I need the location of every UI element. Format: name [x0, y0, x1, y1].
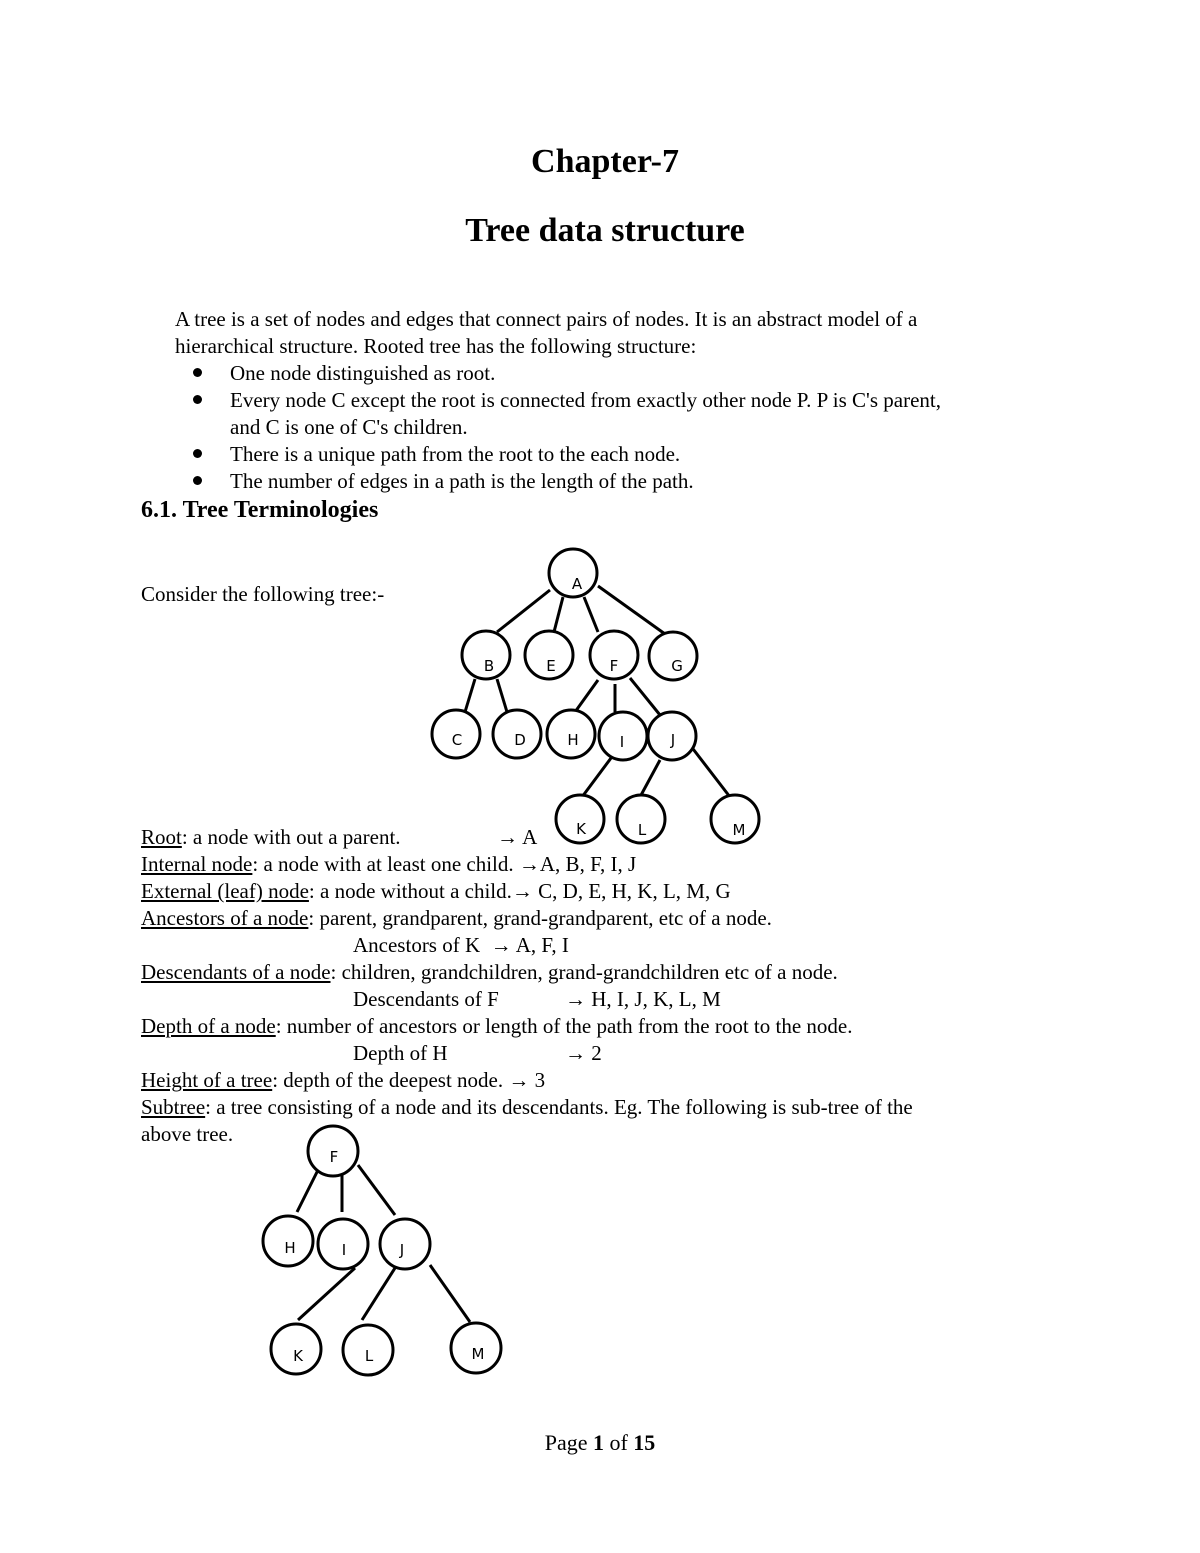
subtree-node-J: [380, 1219, 430, 1269]
bullet-item: One node distinguished as root.: [230, 361, 496, 385]
node-label: M: [732, 821, 746, 839]
page-title: Tree data structure: [465, 212, 745, 249]
node-label: J: [399, 1241, 405, 1259]
node-label: F: [329, 1148, 339, 1166]
total-pages: 15: [633, 1430, 656, 1455]
bullet-item: The number of edges in a path is the length of the path.: [230, 469, 694, 493]
term-root-answer: → A: [497, 825, 538, 849]
arrow-icon: →: [565, 1041, 586, 1065]
node-label: K: [293, 1347, 303, 1365]
term-label: Internal node: [141, 852, 253, 876]
term-subtree: Subtree: a tree consisting of a node and its descendants. Eg. The following is sub-tree of the: [141, 1095, 913, 1119]
node-label: H: [567, 731, 579, 749]
term-external: External (leaf) node: a node without a child.→ C, D, E, H, K, L, M, G: [141, 879, 731, 903]
node-label: K: [576, 820, 586, 838]
term-root: Root: a node with out a parent.: [141, 825, 401, 849]
arrow-icon: →: [508, 1068, 530, 1092]
node-label: H: [284, 1239, 296, 1257]
term-label: Ancestors of a node: [141, 906, 309, 930]
node-label: F: [609, 657, 619, 675]
arrow-icon: →: [565, 987, 586, 1011]
node-label: I: [341, 1241, 347, 1259]
node-label: I: [619, 733, 625, 751]
arrow-icon: →: [497, 825, 518, 849]
node-label: M: [471, 1345, 485, 1363]
bullet-item: There is a unique path from the root to the each node.: [230, 442, 681, 466]
chapter-heading: Chapter-7: [531, 143, 679, 180]
section-heading: 6.1. Tree Terminologies: [141, 497, 379, 523]
node-label: E: [546, 657, 556, 675]
term-label: Root: [141, 825, 182, 849]
page-footer: Page 1 of 15: [544, 1430, 656, 1455]
current-page: 1: [592, 1430, 604, 1455]
term-descendants: Descendants of a node: children, grandchildren, grand-grandchildren etc of a node.: [141, 960, 838, 984]
term-depth-example: Depth of H: [353, 1041, 448, 1065]
term-label: Height of a tree: [141, 1068, 273, 1092]
intro-line-2: hierarchical structure. Rooted tree has the following structure:: [175, 334, 697, 358]
term-label: Subtree: [141, 1095, 206, 1119]
node-label: D: [514, 731, 526, 749]
node-label: C: [451, 731, 463, 749]
term-depth-answer: → 2: [565, 1041, 602, 1065]
term-depth: Depth of a node: number of ancestors or length of the path from the root to the node.: [141, 1014, 853, 1038]
bullet-item: Every node C except the root is connected from exactly other node P. P is C's parent,: [230, 388, 941, 412]
node-label: L: [637, 821, 647, 839]
node-label: A: [571, 575, 583, 593]
intro-line-1: A tree is a set of nodes and edges that connect pairs of nodes. It is an abstract model of a: [175, 307, 918, 331]
term-subtree-continuation: above tree.: [141, 1122, 234, 1146]
term-label: Descendants of a node: [141, 960, 331, 984]
node-label: G: [671, 657, 683, 675]
arrow-icon: →: [490, 933, 512, 957]
term-height: Height of a tree: depth of the deepest node. → 3: [141, 1068, 546, 1092]
term-label: Depth of a node: [141, 1014, 276, 1038]
node-label: L: [364, 1347, 374, 1365]
term-ancestors: Ancestors of a node: parent, grandparent, grand-grandparent, etc of a node.: [141, 906, 772, 930]
node-label: B: [483, 657, 495, 675]
term-descendants-example: Descendants of F: [353, 987, 499, 1011]
term-ancestors-example: Ancestors of K → A, F, I: [353, 933, 569, 957]
term-descendants-answer: → H, I, J, K, L, M: [565, 987, 721, 1011]
term-internal: Internal node: a node with at least one child. →A, B, F, I, J: [141, 852, 637, 876]
consider-text: Consider the following tree:-: [141, 582, 385, 606]
term-label: External (leaf) node: [141, 879, 309, 903]
arrow-icon: →: [511, 879, 533, 903]
bullet-item-continuation: and C is one of C's children.: [230, 415, 468, 439]
arrow-icon: →: [518, 852, 540, 876]
node-label: J: [670, 731, 676, 749]
